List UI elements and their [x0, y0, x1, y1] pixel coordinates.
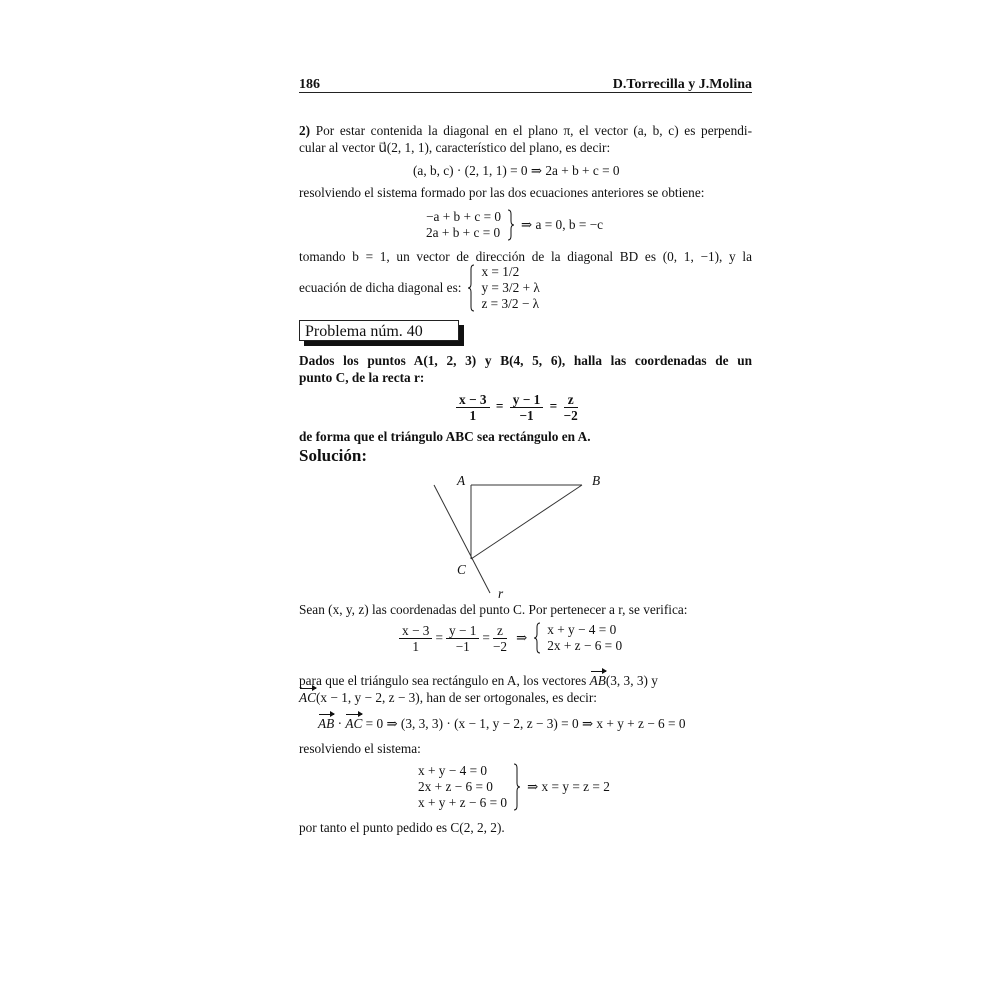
label-b: B [592, 473, 601, 488]
fraction: $\frac{y - 1}{-1}$ [446, 623, 479, 654]
equals: = [549, 398, 558, 414]
system-eq-1: −a + b + c = 0 [426, 209, 502, 224]
label-r: r [498, 586, 504, 601]
fraction: $\frac{x - 3}{1}$ [399, 623, 432, 654]
vector-ab: AB [589, 673, 606, 688]
left-brace [533, 622, 541, 654]
part2-line3: resolviendo el sistema formado por las dos ecuaciones anteriores se obtiene: [299, 185, 705, 200]
equals: = [482, 630, 490, 645]
sys2-eq-3: x + y + z − 6 = 0 [418, 795, 508, 810]
sys2-eq-1: x + y − 4 = 0 [418, 763, 488, 778]
solution-line2: para que el triángulo sea rectángulo en A, los vectores AB(3, 3, 3) y [299, 673, 658, 688]
fraction: $\frac{z}{-2}$ [492, 622, 508, 654]
system-2 [418, 763, 610, 811]
equation-dot-product: (a, b, c) · (2, 1, 1) = 0 ⇒ 2a + b + c = 0 [413, 163, 620, 178]
problem-statement-3: de forma que el triángulo ABC sea rectángulo en A. [299, 429, 591, 444]
page-number: 186 [299, 77, 320, 92]
param-y: y = 3/2 + λ [481, 280, 540, 295]
fraction: $\frac{x - 3}{1}$ [456, 392, 490, 423]
fraction: $\frac{z}{-2}$ [563, 392, 578, 423]
fraction: $\frac{y - 1}{-1}$ [510, 392, 544, 423]
system-result: ⇒ a = 0, b = −c [521, 217, 604, 232]
problem-title: Problema núm. 40 [299, 320, 459, 341]
label-c: C [457, 562, 466, 577]
sys2 [418, 763, 507, 811]
vector-ac: AC [299, 690, 316, 705]
running-header-authors: D.Torrecilla y J.Molina [612, 77, 752, 92]
problem-statement-1: Dados los puntos A(1, 2, 3) y B(4, 5, 6), halla las coordenadas de un [299, 353, 752, 368]
implies: ⇒ [516, 630, 528, 645]
vector-ac: AC [345, 716, 363, 731]
equals: = [435, 630, 443, 645]
sys1-eq-2: 2x + z − 6 = 0 [547, 638, 623, 653]
part2-line5: ecuación de dicha diagonal es: [299, 280, 462, 295]
label-a: A [457, 473, 466, 488]
param-z: z = 3/2 − λ [481, 296, 540, 311]
sys2-result: ⇒ x = y = z = 2 [527, 779, 610, 794]
part2-line4: tomando b = 1, un vector de dirección de la diagonal BD es (0, 1, −1), y la [299, 249, 752, 264]
right-brace [513, 763, 521, 811]
solution-line1: Sean (x, y, z) las coordenadas del punto C. Por pertenecer a r, se verifica: [299, 602, 688, 617]
part-label: 2) [299, 123, 311, 138]
solution-equation [396, 622, 622, 654]
param-x: x = 1/2 [481, 264, 520, 279]
solution-line3: AC(x − 1, y − 2, z − 3), han de ser ortogonales, es decir: [299, 690, 597, 705]
equals: = [495, 398, 504, 414]
system-eq-2: 2a + b + c = 0 [426, 225, 501, 240]
orthogonality-equation: AB · AC = 0 ⇒ (3, 3, 3) · (x − 1, y − 2, z − 3) = 0 ⇒ x + y + z − 6 = 0 [318, 716, 686, 731]
solution-line4: resolviendo el sistema: [299, 741, 421, 756]
sys1-eq-1: x + y − 4 = 0 [547, 622, 617, 637]
segment-cb [471, 485, 582, 559]
sys1 [547, 622, 622, 654]
problem-statement-2: punto C, de la recta r: [299, 370, 425, 385]
vector-ab: AB [318, 716, 335, 731]
part2-text: Por estar contenida la diagonal en el plano π, el vector (a, b, c) es perpendi- [315, 123, 752, 138]
part2-line2: cular al vector u⃗(2, 1, 1), característico del plano, es decir: [299, 140, 611, 155]
sys2-eq-2: 2x + z − 6 = 0 [418, 779, 493, 794]
solution-heading: Solución: [299, 446, 368, 465]
final-answer: por tanto el punto pedido es C(2, 2, 2). [299, 820, 505, 835]
